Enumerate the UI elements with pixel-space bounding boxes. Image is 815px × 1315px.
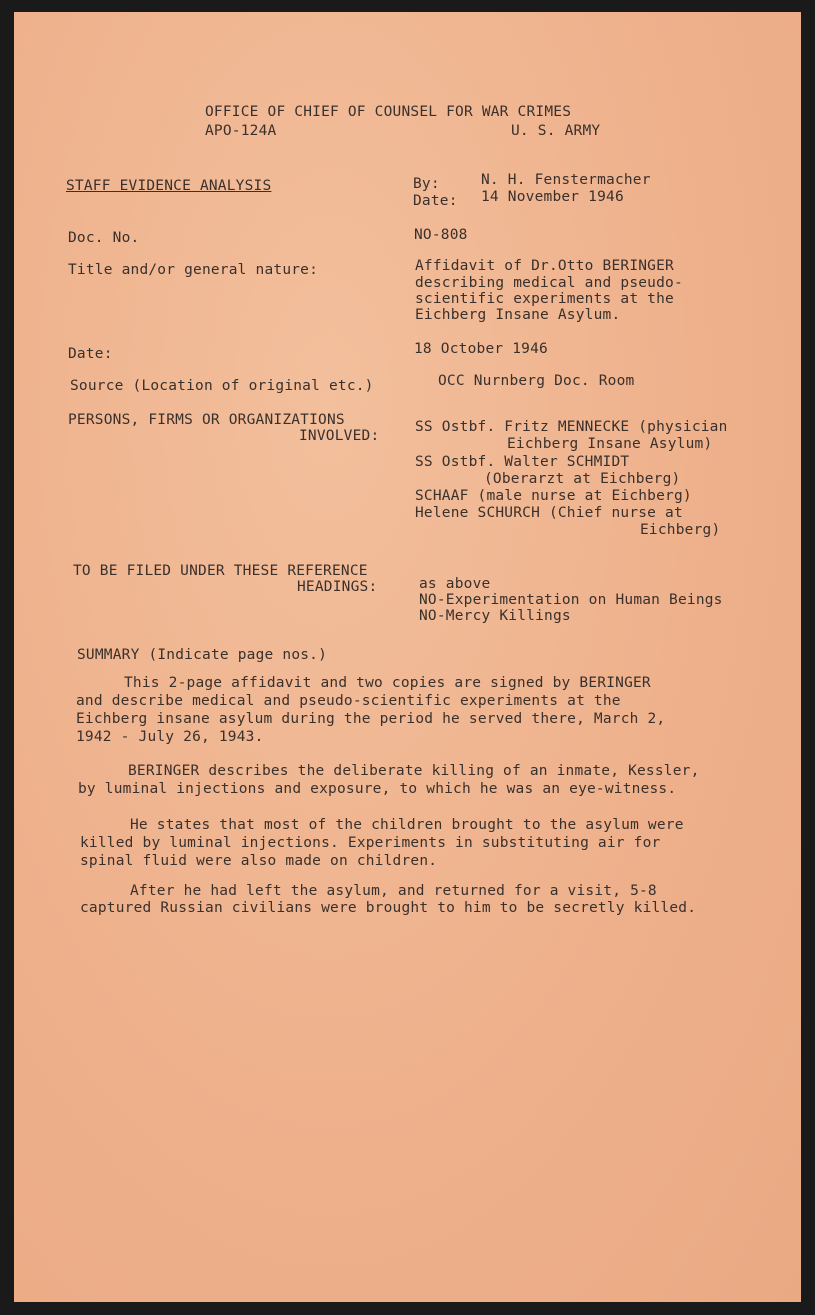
summary-p3-line-3: spinal fluid were also made on children. [80,853,438,869]
summary-p1-line-3: Eichberg insane asylum during the period he served there, March 2, [76,711,666,727]
document-page [14,12,801,1302]
analysis-title: STAFF EVIDENCE ANALYSIS [66,178,272,194]
persons-label-1: PERSONS, FIRMS OR ORGANIZATIONS [68,412,345,428]
person-line-4: (Oberarzt at Eichberg) [484,471,681,487]
source-label: Source (Location of original etc.) [70,378,374,394]
office-heading: OFFICE OF CHIEF OF COUNSEL FOR WAR CRIMES [205,104,572,120]
person-line-2: Eichberg Insane Asylum) [507,436,713,452]
person-line-3: SS Ostbf. Walter SCHMIDT [415,454,630,470]
summary-p2-line-2: by luminal injections and exposure, to which he was an eye-witness. [78,781,677,797]
doc-no-value: NO-808 [414,227,468,243]
person-line-5: SCHAAF (male nurse at Eichberg) [415,488,692,504]
title-label: Title and/or general nature: [68,262,319,278]
title-line-4: Eichberg Insane Asylum. [415,307,621,323]
date-label: Date: [68,346,113,362]
doc-no-label: Doc. No. [68,230,140,246]
title-line-1: Affidavit of Dr.Otto BERINGER [415,258,674,274]
person-line-1: SS Ostbf. Fritz MENNECKE (physician [415,419,728,435]
date-label-top: Date: [413,193,458,209]
summary-p2-line-1: BERINGER describes the deliberate killing of an inmate, Kessler, [128,763,700,779]
persons-label-2: INVOLVED: [299,428,380,444]
summary-p1-line-4: 1942 - July 26, 1943. [76,729,264,745]
person-line-6: Helene SCHURCH (Chief nurse at [415,505,683,521]
person-line-7: Eichberg) [640,522,721,538]
summary-p3-line-2: killed by luminal injections. Experiments in substituting air for [80,835,661,851]
apo-number: APO-124A [205,123,277,139]
summary-label: SUMMARY (Indicate page nos.) [77,647,328,663]
title-line-3: scientific experiments at the [415,291,674,307]
filed-line-3: NO-Mercy Killings [419,608,571,624]
summary-p1-line-2: and describe medical and pseudo-scientific experiments at the [76,693,621,709]
filed-line-2: NO-Experimentation on Human Beings [419,592,723,608]
summary-p4-line-1: After he had left the asylum, and returned for a visit, 5-8 [130,883,657,899]
summary-p4-line-2: captured Russian civilians were brought to him to be secretly killed. [80,900,697,916]
filed-line-1: as above [419,576,491,592]
filed-label-1: TO BE FILED UNDER THESE REFERENCE [73,563,368,579]
summary-p3-line-1: He states that most of the children brought to the asylum were [130,817,684,833]
date-value: 18 October 1946 [414,341,548,357]
by-value: N. H. Fenstermacher [481,172,651,188]
by-label: By: [413,176,440,192]
army-label: U. S. ARMY [511,123,601,139]
filed-label-2: HEADINGS: [297,579,378,595]
summary-p1-line-1: This 2-page affidavit and two copies are signed by BERINGER [124,675,651,691]
date-value-top: 14 November 1946 [481,189,624,205]
source-value: OCC Nurnberg Doc. Room [438,373,635,389]
title-line-2: describing medical and pseudo- [415,275,683,291]
